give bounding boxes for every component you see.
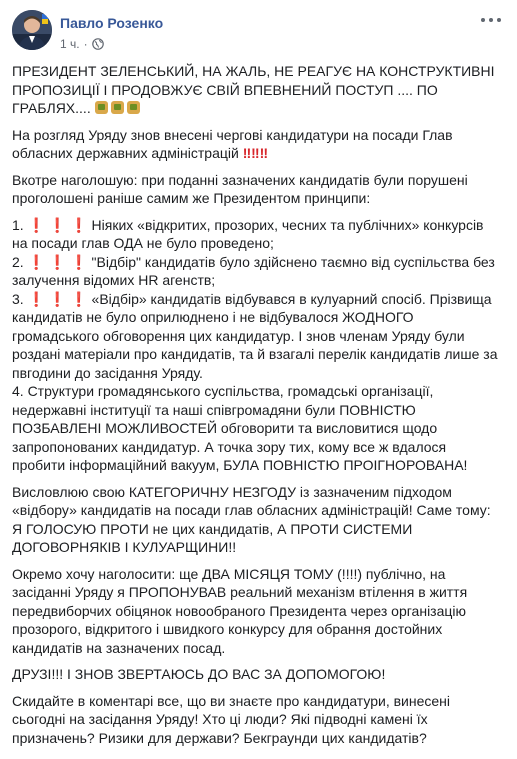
paragraph-text: Окремо хочу наголосити: ще ДВА МІСЯЦЯ ТОМУ (!!!!) публічно, на засіданні Уряду я ПРОПОНУВАВ реальний механізм втілення в життя передвиборчих обіцянок новообраного Президента через організацію прозорого, відкритого і швидкого конкурсу для обрання достойних кандидатів на зазначених посад. (12, 565, 468, 656)
post-paragraph (12, 692, 502, 748)
list-item-text: 4. Структури громадянського суспільства, громадські організації, недержавні інституції та наші співгромадяни були ПОВНІСТЮ ПОЗБАВЛЕНІ МОЖЛИВОСТЕЙ обговорити та висловитися щодо запропонованих кандидатур. А точка зору тих, кому все ж вдалося пробити інформаційний вакуум, БУЛА ПОВНІСТЮ ПРОІГНОРОВАНА! (12, 383, 468, 473)
more-options-icon[interactable] (481, 14, 501, 26)
paragraph-text: На розгляд Уряду знов внесені чергові кандидатури на посади Глав обласних державних адміністрацій (12, 126, 453, 161)
list-number: 2. (12, 253, 24, 270)
paragraph-text: Висловлюю свою КАТЕГОРИЧНУ НЕЗГОДУ із зазначеним підходом «відбору» кандидатів на посади глав обласних адміністрацій! Саме тому: Я ГОЛОСУЮ ПРОТИ не цих кандидатів, А ПРОТИ СИСТЕМИ ДОГОВОРНЯКІВ І КУЛУАРЩИНИ!! (12, 483, 491, 555)
post-paragraph (12, 565, 502, 658)
list-item-text: «Відбір» кандидатів відбувався в кулуарний спосіб. Прізвища кандидатів не було оприлюднено і не відбувалося ЖОДНОГО громадського обговорення цих кандидатур. І знов членам Уряду були роздані матеріали про кандидатів, та й взагалі перелік кандидатів лише за пвгодини до засідання Уряду. (12, 290, 498, 381)
double-exclamation-emoji-icon: ‼‼‼ (242, 145, 269, 161)
post-paragraph (12, 62, 502, 118)
author-avatar[interactable] (12, 10, 52, 50)
globe-icon[interactable] (92, 38, 104, 50)
post-header (12, 10, 505, 54)
facepalm-emoji-icon (91, 100, 143, 116)
post-paragraph (12, 171, 502, 208)
post-timestamp[interactable]: 1 ч. (60, 37, 80, 51)
exclamation-emoji-icon: ❗ ❗ ❗ (27, 253, 88, 270)
author-name-link[interactable]: Павло Розенко (60, 15, 164, 31)
paragraph-text: ДРУЗІ!!! І ЗНОВ ЗВЕРТАЮСЬ ДО ВАС ЗА ДОПОМОГОЮ! (12, 666, 386, 682)
meta-separator: · (83, 37, 88, 51)
post-body (12, 62, 502, 755)
post-paragraph (12, 126, 502, 163)
paragraph-text: Вкотре наголошую: при поданні зазначених кандидатів були порушені проголошені раніше самим же Президентом принципи: (12, 171, 468, 206)
post-paragraph (12, 665, 502, 684)
list-item (12, 216, 502, 475)
profile-photo (12, 10, 52, 50)
exclamation-emoji-icon: ❗ ❗ ❗ (27, 290, 88, 307)
list-item-text: Ніяких «відкритих, прозорих, чесних та публічних» конкурсів на посади глав ОДА не було проведено; (12, 216, 484, 251)
post-meta (60, 37, 104, 51)
list-number: 1. (12, 216, 24, 233)
exclamation-emoji-icon: ❗ ❗ ❗ (27, 216, 88, 233)
post-paragraph (12, 483, 502, 557)
paragraph-text: ПРЕЗИДЕНТ ЗЕЛЕНСЬКИЙ, НА ЖАЛЬ, НЕ РЕАГУЄ НА КОНСТРУКТИВНІ ПРОПОЗИЦІЇ І ПРОДОВЖУЄ СВІЙ ВПЕВНЕНИЙ ПОСТУП .... ПО ГРАБЛЯХ.... (12, 63, 495, 116)
list-number: 3. (12, 290, 24, 307)
list-item-text: "Відбір" кандидатів було здійснено таємно від суспільства без залучення відомих HR агенств; (12, 253, 495, 288)
paragraph-text: Скидайте в коментарі все, що ви знаєте про кандидатури, винесені сьогодні на засідання Уряду! Хто ці люди? Які підводні камені їх призначень? Ризики для держави? Бекграунди цих кандидатів? (12, 692, 450, 746)
